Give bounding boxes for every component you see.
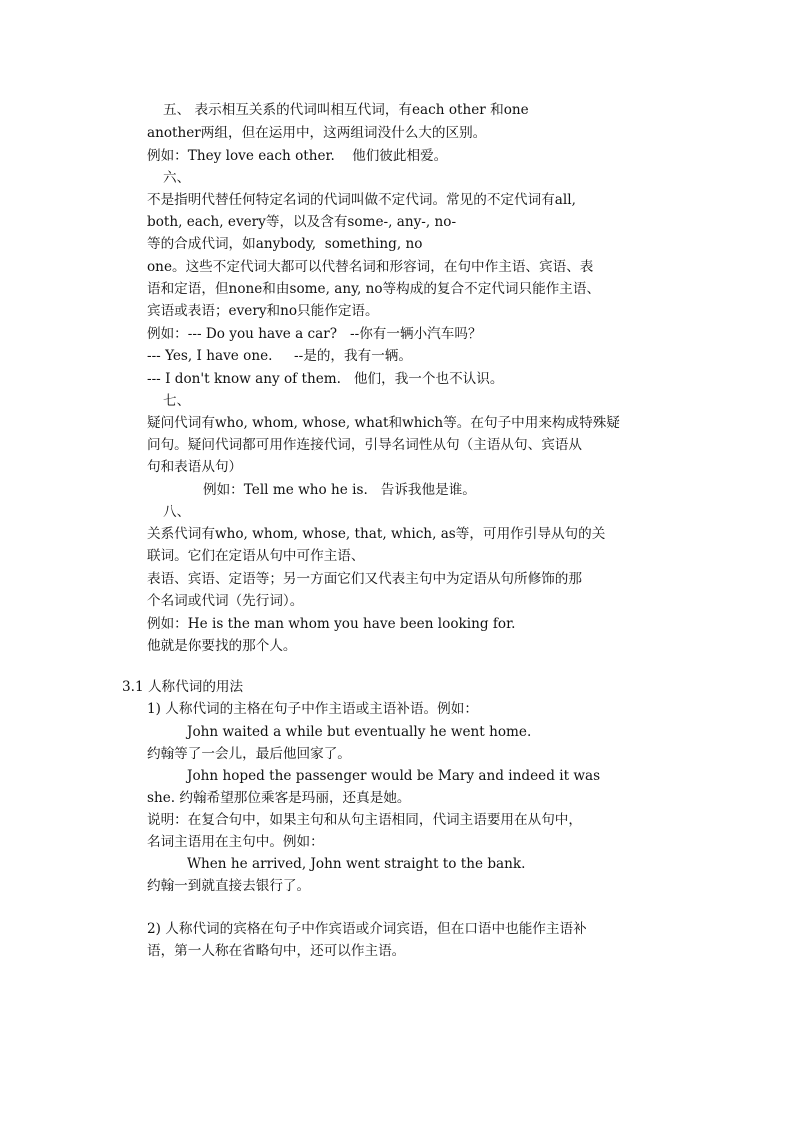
text-line: one。这些不定代词大都可以代替名词和形容词，在句中作主语、宾语、表 [147, 259, 594, 275]
text-line: 疑问代词有who, whom, whose, what和which等。在句子中用来构成特殊疑 [147, 415, 620, 431]
text-line: 五、 表示相互关系的代词叫相互代词，有each other 和one [163, 102, 529, 118]
text-line: she. 约翰希望那位乘客是玛丽，还真是她。 [147, 790, 411, 806]
text-line: 说明：在复合句中，如果主句和从句主语相同，代词主语要用在从句中， [147, 812, 582, 828]
text-line: 语和定语，但none和由some, any, no等构成的复合不定代词只能作主语、 [147, 281, 601, 297]
text-line: 例如：--- Do you have a car? --你有一辆小汽车吗？ [147, 326, 482, 342]
text-line: 八、 [163, 504, 191, 520]
text-line: 关系代词有who, whom, whose, that, which, as等，可用作引导从句的关 [147, 526, 606, 542]
text-line: When he arrived, John went straight to the bank. [187, 856, 526, 872]
text-line: John waited a while but eventually he went home. [187, 724, 532, 740]
text-line: 1) 人称代词的主格在句子中作主语或主语补语。例如： [147, 701, 478, 717]
text-line: 问句。疑问代词都可用作连接代词，引导名词性从句（主语从句、宾语从 [147, 437, 582, 453]
text-line: John hoped the passenger would be Mary and indeed it was [187, 768, 601, 784]
text-line: 个名词或代词（先行词）。 [147, 593, 304, 609]
text-line: 宾语或表语；every和no只能作定语。 [147, 303, 379, 319]
text-line: 等的合成代词，如anybody, something, no [147, 236, 423, 252]
text-line: 他就是你要找的那个人。 [147, 638, 297, 654]
text-line: 联词。它们在定语从句中可作主语、 [147, 548, 365, 564]
text-line: 名词主语用在主句中。例如： [147, 834, 324, 850]
text-line: --- Yes, I have one. --是的，我有一辆。 [147, 348, 412, 364]
text-line: 六、 [163, 170, 191, 186]
text-line: both, each, every等，以及含有some-, any-, no- [147, 214, 457, 230]
text-line: 例如：He is the man whom you have been looking for. [147, 616, 516, 632]
text-line: 约翰等了一会儿，最后他回家了。 [147, 746, 351, 762]
text-line: another两组，但在运用中，这两组词没什么大的区别。 [147, 125, 487, 141]
text-line: 表语、宾语、定语等；另一方面它们又代表主句中为定语从句所修饰的那 [147, 571, 582, 587]
text-line: 七、 [163, 393, 191, 409]
text-line: 句和表语从句） [147, 459, 243, 475]
text-line: --- I don't know any of them. 他们，我一个也不认识。 [147, 371, 504, 387]
text-line: 语，第一人称在省略句中，还可以作主语。 [147, 943, 406, 959]
section-heading: 3.1 人称代词的用法 [122, 679, 244, 695]
text-line: 例如：They love each other. 他们彼此相爱。 [147, 148, 448, 164]
text-line: 约翰一到就直接去银行了。 [147, 878, 311, 894]
text-line: 2) 人称代词的宾格在句子中作宾语或介词宾语，但在口语中也能作主语补 [147, 921, 587, 937]
text-line: 例如：Tell me who he is. 告诉我他是谁。 [203, 482, 476, 498]
text-line: 不是指明代替任何特定名词的代词叫做不定代词。常见的不定代词有all, [147, 192, 576, 208]
